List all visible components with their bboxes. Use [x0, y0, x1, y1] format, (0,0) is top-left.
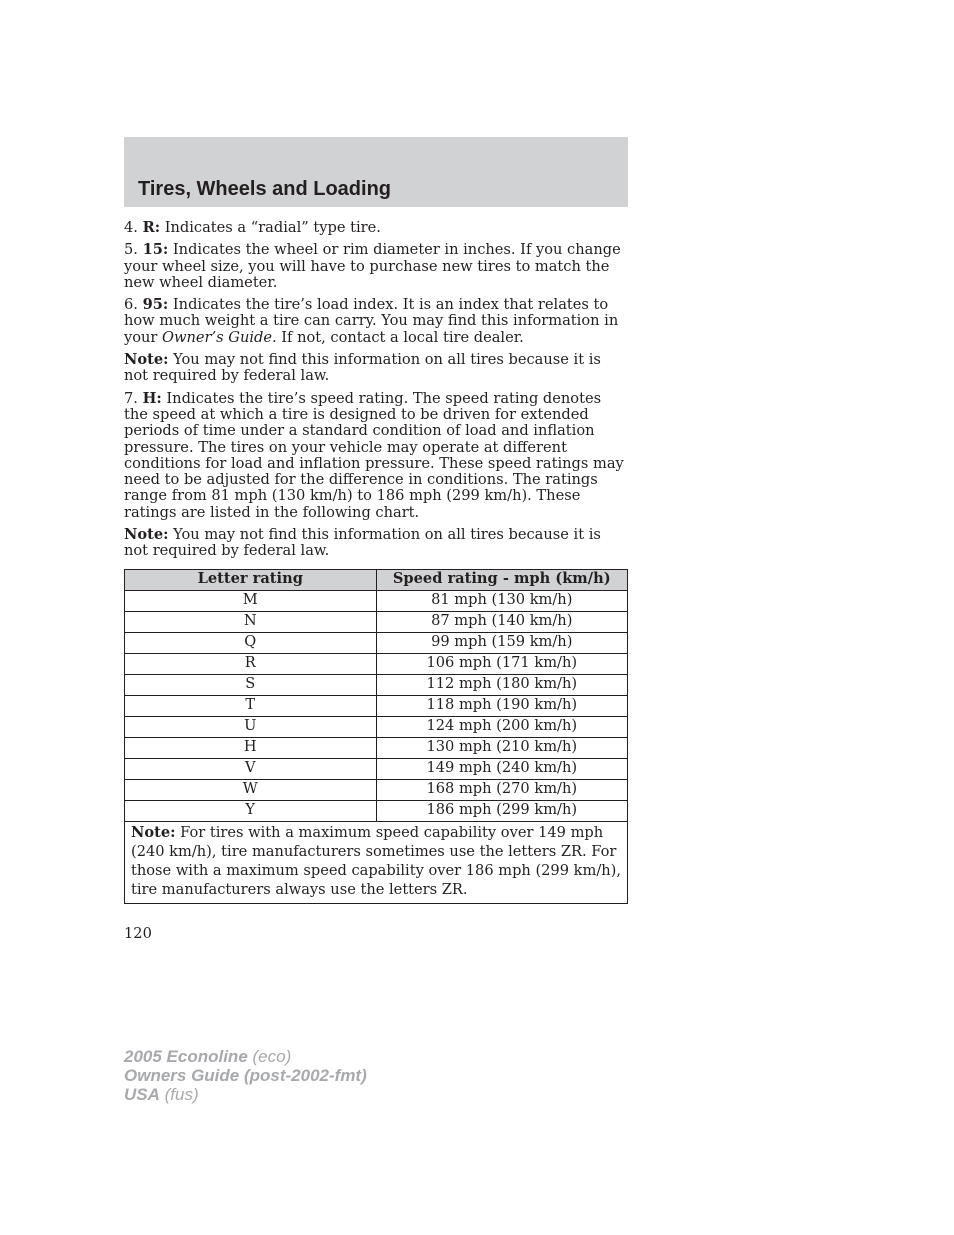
table-note-row	[125, 821, 628, 903]
letter-cell: M	[125, 590, 377, 611]
item-text-after: If not, contact a local tire dealer.	[276, 328, 524, 346]
footer-market-code: (fus)	[159, 1085, 199, 1104]
letter-cell: W	[125, 779, 377, 800]
note-label: Note:	[131, 823, 176, 841]
speed-rating-table	[124, 569, 628, 904]
speed-cell: 106 mph (171 km/h)	[376, 653, 628, 674]
footer-market: USA	[124, 1085, 160, 1104]
footer-line-1	[124, 1047, 367, 1066]
letter-cell: Q	[125, 632, 377, 653]
table-row	[125, 800, 628, 821]
note-text: For tires with a maximum speed capability over 149 mph (240 km/h), tire manufacturers sometimes use the letters ZR. For those with a maximum speed capability over 186 mph (299 km/h), tire manufacturers always use the letters ZR.	[131, 823, 621, 898]
column-header-letter-rating: Letter rating	[125, 569, 377, 590]
table-row	[125, 611, 628, 632]
note-paragraph-2	[124, 527, 628, 560]
item-number: 4.	[124, 219, 143, 236]
item-6-paragraph	[124, 297, 628, 346]
table-row	[125, 779, 628, 800]
item-number: 5.	[124, 241, 143, 259]
footer-model: 2005 Econoline	[124, 1047, 248, 1066]
item-7-paragraph	[124, 391, 628, 521]
table-row	[125, 758, 628, 779]
item-number: 6.	[124, 296, 143, 314]
table-header-row	[125, 569, 628, 590]
note-label: Note:	[124, 351, 169, 369]
item-text: Indicates the wheel or rim diameter in inches. If you change your wheel size, you will have to purchase new tires to match the new wheel diameter.	[124, 241, 621, 291]
page-number: 120	[124, 925, 152, 942]
item-text: Indicates a “radial” type tire.	[160, 219, 381, 236]
table-row	[125, 737, 628, 758]
speed-cell: 124 mph (200 km/h)	[376, 716, 628, 737]
note-text: You may not find this information on all tires because it is not required by federal law.	[124, 351, 601, 385]
speed-cell: 186 mph (299 km/h)	[376, 800, 628, 821]
speed-cell: 149 mph (240 km/h)	[376, 758, 628, 779]
footer-guide-format: Owners Guide (post-2002-fmt)	[124, 1066, 367, 1085]
letter-cell: U	[125, 716, 377, 737]
note-label: Note:	[124, 526, 169, 544]
item-label: 15:	[142, 241, 169, 259]
letter-cell: Y	[125, 800, 377, 821]
item-4-paragraph	[124, 220, 628, 236]
speed-cell: 87 mph (140 km/h)	[376, 611, 628, 632]
speed-cell: 112 mph (180 km/h)	[376, 674, 628, 695]
letter-cell: V	[125, 758, 377, 779]
section-title: Tires, Wheels and Loading	[138, 178, 392, 200]
item-text: Indicates the tire’s load index. It is an index that relates to how much weight a tire can carry. You may find this information in your	[124, 296, 619, 346]
item-number: 7.	[124, 389, 143, 407]
letter-cell: H	[125, 737, 377, 758]
table-note-cell	[125, 821, 628, 903]
item-5-paragraph	[124, 242, 628, 291]
table-row	[125, 653, 628, 674]
speed-cell: 81 mph (130 km/h)	[376, 590, 628, 611]
item-label: R:	[142, 219, 161, 236]
table-row	[125, 590, 628, 611]
section-header-band	[124, 137, 628, 207]
speed-cell: 118 mph (190 km/h)	[376, 695, 628, 716]
item-label: H:	[142, 389, 162, 407]
note-paragraph-1	[124, 352, 628, 385]
speed-cell: 130 mph (210 km/h)	[376, 737, 628, 758]
table-row	[125, 716, 628, 737]
speed-cell: 99 mph (159 km/h)	[376, 632, 628, 653]
footer-model-code: (eco)	[247, 1047, 292, 1066]
page-content	[124, 220, 628, 904]
item-label: 95:	[142, 296, 169, 314]
owners-guide-reference: Owner’s Guide.	[162, 328, 277, 346]
note-text: You may not find this information on all tires because it is not required by federal law.	[124, 526, 601, 560]
letter-cell: T	[125, 695, 377, 716]
letter-cell: S	[125, 674, 377, 695]
footer-line-2	[124, 1066, 367, 1085]
letter-cell: N	[125, 611, 377, 632]
table-row	[125, 674, 628, 695]
speed-cell: 168 mph (270 km/h)	[376, 779, 628, 800]
letter-cell: R	[125, 653, 377, 674]
footer-line-3	[124, 1085, 367, 1104]
column-header-speed-rating: Speed rating - mph (km/h)	[376, 569, 628, 590]
table-row	[125, 632, 628, 653]
table-row	[125, 695, 628, 716]
document-footer	[124, 1047, 367, 1104]
item-text: Indicates the tire’s speed rating. The speed rating denotes the speed at which a tire is designed to be driven for extended periods of time under a standard condition of load and inflation pressure. The tires on your vehicle may operate at different conditions for load and inflation pressure. These speed ratings may need to be adjusted for the difference in conditions. The ratings range from 81 mph (130 km/h) to 186 mph (299 km/h). These ratings are listed in the following chart.	[124, 389, 624, 521]
